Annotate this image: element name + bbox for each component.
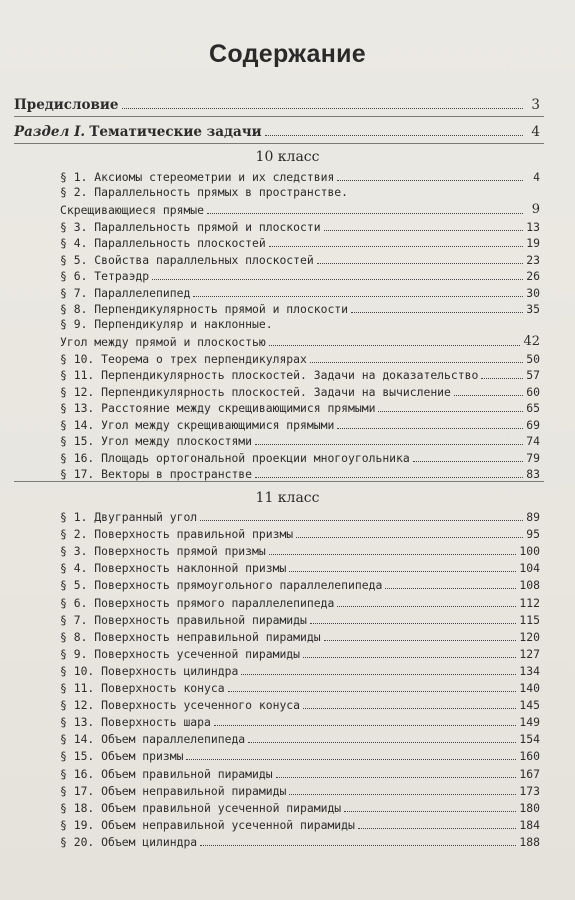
toc-leader-dots bbox=[265, 135, 523, 136]
toc-leader-dots bbox=[310, 623, 517, 624]
toc-entry[interactable] bbox=[60, 250, 540, 268]
toc-entry-text: § 14. Объем параллелепипеда bbox=[60, 732, 246, 747]
toc-leader-dots bbox=[337, 428, 523, 429]
toc-leader-dots bbox=[214, 725, 517, 726]
toc-leader-dots bbox=[269, 554, 517, 555]
toc-entry[interactable] bbox=[60, 382, 540, 400]
toc-entry[interactable] bbox=[60, 695, 540, 713]
toc-entry-text: § 18. Объем правильной усеченной пирамиды bbox=[60, 800, 342, 815]
toc-entry-text: § 8. Поверхность неправильной пирамиды bbox=[60, 629, 321, 644]
toc-leader-dots bbox=[269, 246, 523, 247]
toc-entry-label: Предисловие bbox=[14, 97, 119, 113]
toc-entry-text: § 17. Векторы в пространстве bbox=[60, 467, 253, 481]
toc-entry[interactable] bbox=[60, 627, 540, 645]
toc-entry-page: 145 bbox=[519, 698, 540, 713]
toc-entry-page: 134 bbox=[519, 663, 540, 678]
toc-entry-text: § 19. Объем неправильной усеченной пирамиды bbox=[60, 817, 355, 832]
toc-entry[interactable] bbox=[60, 712, 540, 730]
toc-leader-dots bbox=[337, 606, 516, 607]
toc-entry[interactable] bbox=[60, 365, 540, 383]
toc-entry-text: § 2. Параллельность прямых в пространстве. bbox=[60, 184, 349, 199]
grade-11-heading: 11 класс bbox=[255, 490, 320, 506]
toc-entry-page: 74 bbox=[526, 434, 540, 448]
toc-entry-page: 104 bbox=[519, 561, 540, 576]
toc-leader-dots bbox=[200, 520, 523, 521]
toc-entry-page: 184 bbox=[519, 817, 540, 832]
toc-entry[interactable] bbox=[60, 832, 540, 850]
toc-leader-dots bbox=[122, 108, 523, 109]
toc-entry-text: § 9. Перпендикуляр и наклонные. bbox=[60, 316, 273, 331]
toc-entry-page: 35 bbox=[526, 302, 540, 316]
toc-entry[interactable] bbox=[60, 431, 540, 449]
toc-entry[interactable] bbox=[60, 541, 540, 559]
toc-leader-dots bbox=[324, 230, 523, 231]
toc-entry-page: 30 bbox=[526, 285, 540, 300]
toc-leader-dots bbox=[289, 571, 516, 572]
toc-entry[interactable] bbox=[60, 575, 540, 593]
toc-entry-page: 180 bbox=[519, 800, 540, 815]
toc-entry-text: § 10. Поверхность цилиндра bbox=[60, 663, 239, 678]
toc-entry-page: 69 bbox=[526, 417, 540, 432]
toc-entry-text: § 7. Поверхность правильной пирамиды bbox=[60, 612, 307, 627]
toc-entry-text: § 17. Объем неправильной пирамиды bbox=[60, 783, 287, 798]
toc-entry[interactable] bbox=[60, 781, 540, 799]
toc-entry-text: § 11. Поверхность конуса bbox=[60, 681, 225, 695]
toc-entry[interactable] bbox=[60, 283, 540, 301]
toc-entry-text: § 5. Поверхность прямоугольного параллелепипеда bbox=[60, 578, 383, 593]
toc-leader-dots bbox=[303, 708, 516, 709]
toc-entry-page: 173 bbox=[519, 783, 540, 798]
toc-entry[interactable] bbox=[60, 798, 540, 816]
toc-entry-page: 79 bbox=[526, 450, 540, 465]
toc-entry-page: 154 bbox=[519, 732, 540, 747]
toc-entry-text: § 16. Площадь ортогональной проекции многоугольника bbox=[60, 450, 410, 465]
toc-entry[interactable] bbox=[60, 349, 540, 367]
toc-entry-page: 115 bbox=[519, 612, 540, 627]
toc-entry-text: § 13. Расстояние между скрещивающимися прямыми bbox=[60, 401, 376, 415]
toc-leader-dots bbox=[248, 742, 516, 743]
toc-entry-page: 60 bbox=[526, 384, 540, 399]
toc-entry-page: 19 bbox=[526, 236, 540, 250]
toc-part-text: Тематические задачи bbox=[89, 124, 262, 140]
toc-entry[interactable] bbox=[60, 593, 540, 611]
toc-entry-page: 9 bbox=[531, 202, 540, 217]
toc-entry-page: 57 bbox=[526, 368, 540, 382]
toc-entry[interactable] bbox=[60, 524, 540, 542]
toc-entry-text: § 20. Объем цилиндра bbox=[60, 834, 198, 849]
toc-entry[interactable] bbox=[60, 558, 540, 576]
divider bbox=[14, 143, 544, 144]
toc-leader-dots bbox=[344, 811, 516, 812]
toc-entry[interactable] bbox=[60, 415, 540, 433]
toc-entry-page: 4 bbox=[533, 170, 540, 184]
toc-entry[interactable] bbox=[60, 678, 540, 696]
toc-entry-text: § 1. Двугранный угол bbox=[60, 510, 198, 524]
divider bbox=[14, 116, 544, 117]
toc-leader-dots bbox=[276, 777, 517, 778]
toc-leader-dots bbox=[385, 588, 516, 589]
toc-entry-text: § 4. Поверхность наклонной призмы bbox=[60, 561, 287, 576]
toc-entry[interactable] bbox=[60, 764, 540, 782]
toc-leader-dots bbox=[269, 345, 521, 346]
toc-leader-dots bbox=[255, 477, 523, 478]
toc-leader-dots bbox=[358, 828, 517, 829]
toc-entry-text: § 8. Перпендикулярность прямой и плоскости bbox=[60, 302, 349, 316]
toc-leader-dots bbox=[310, 362, 523, 363]
toc-entry[interactable] bbox=[60, 233, 540, 251]
toc-entry[interactable] bbox=[60, 299, 540, 317]
toc-entry-page: 120 bbox=[519, 629, 540, 644]
toc-entry-page: 108 bbox=[519, 578, 540, 593]
toc-part-heading bbox=[14, 124, 262, 140]
toc-entry[interactable] bbox=[60, 746, 540, 764]
toc-entry-page: 65 bbox=[526, 401, 540, 415]
toc-entry[interactable] bbox=[60, 661, 540, 679]
toc-leader-dots bbox=[481, 378, 523, 379]
toc-entry-text: § 12. Поверхность усеченного конуса bbox=[60, 698, 301, 713]
toc-entry-page: 26 bbox=[526, 269, 540, 283]
toc-leader-dots bbox=[337, 180, 523, 181]
toc-entry[interactable] bbox=[60, 167, 540, 185]
toc-entry-preface[interactable] bbox=[14, 95, 540, 113]
toc-leader-dots bbox=[186, 759, 516, 760]
toc-entry-page: 160 bbox=[519, 749, 540, 764]
toc-entry-page: 50 bbox=[526, 351, 540, 366]
toc-entry-page: 23 bbox=[526, 252, 540, 267]
toc-leader-dots bbox=[200, 845, 516, 846]
toc-entry-text: § 15. Угол между плоскостями bbox=[60, 434, 253, 448]
toc-entry-page: 100 bbox=[519, 544, 540, 559]
toc-leader-dots bbox=[378, 411, 523, 412]
toc-entry-page: 13 bbox=[526, 219, 540, 234]
toc-entry-text: § 15. Объем призмы bbox=[60, 749, 184, 764]
toc-entry[interactable] bbox=[60, 815, 540, 833]
toc-entry-text: § 16. Объем правильной пирамиды bbox=[60, 766, 273, 781]
toc-entry-part-1[interactable] bbox=[14, 122, 540, 140]
toc-entry-continuation: Угол между прямой и плоскостью bbox=[60, 335, 266, 349]
toc-leader-dots bbox=[241, 674, 516, 675]
toc-entry[interactable] bbox=[60, 448, 540, 466]
toc-leader-dots bbox=[303, 657, 516, 658]
toc-leader-dots bbox=[317, 263, 523, 264]
toc-leader-dots bbox=[296, 537, 523, 538]
toc-entry-text: § 5. Свойства параллельных плоскостей bbox=[60, 252, 314, 267]
toc-entry[interactable] bbox=[60, 332, 540, 350]
toc-entry-page: 83 bbox=[526, 467, 540, 481]
toc-leader-dots bbox=[351, 312, 523, 313]
toc-entry-text: § 2. Поверхность правильной призмы bbox=[60, 527, 294, 542]
page-title: Содержание bbox=[208, 40, 367, 68]
toc-entry-page: 4 bbox=[531, 124, 540, 140]
toc-entry-text: § 3. Поверхность прямой призмы bbox=[60, 544, 266, 559]
toc-entry-page: 3 bbox=[531, 97, 540, 113]
toc-leader-dots bbox=[289, 794, 516, 795]
grade-10-heading: 10 класс bbox=[255, 149, 320, 165]
toc-entry-continuation: Скрещивающиеся прямые bbox=[60, 203, 205, 217]
toc-entry[interactable] bbox=[60, 729, 540, 747]
toc-leader-dots bbox=[324, 640, 517, 641]
toc-leader-dots bbox=[152, 279, 523, 280]
toc-leader-dots bbox=[454, 395, 523, 396]
toc-leader-dots bbox=[207, 213, 523, 214]
toc-part-label: Раздел I. bbox=[14, 124, 86, 140]
toc-entry[interactable] bbox=[60, 398, 540, 416]
toc-entry-text: § 3. Параллельность прямой и плоскости bbox=[60, 219, 321, 234]
toc-entry-page: 140 bbox=[519, 681, 540, 695]
toc-entry-text: § 6. Поверхность прямого параллелепипеда bbox=[60, 595, 335, 610]
toc-entry-page: 112 bbox=[519, 595, 540, 610]
toc-entry[interactable] bbox=[60, 610, 540, 628]
toc-entry-text: § 12. Перпендикулярность плоскостей. Задачи на вычисление bbox=[60, 384, 451, 399]
toc-entry[interactable] bbox=[60, 644, 540, 662]
toc-entry-page: 42 bbox=[523, 334, 540, 349]
toc-leader-dots bbox=[228, 691, 517, 692]
toc-entry-text: § 1. Аксиомы стереометрии и их следствия bbox=[60, 170, 335, 184]
divider bbox=[14, 481, 544, 482]
toc-entry-text: § 10. Теорема о трех перпендикулярах bbox=[60, 351, 307, 366]
toc-leader-dots bbox=[255, 444, 523, 445]
toc-leader-dots bbox=[193, 296, 523, 297]
toc-entry[interactable] bbox=[60, 200, 540, 218]
toc-entry[interactable] bbox=[60, 464, 540, 482]
toc-entry-page: 95 bbox=[526, 527, 540, 542]
toc-entry-page: 149 bbox=[519, 715, 540, 730]
toc-entry-page: 167 bbox=[519, 766, 540, 781]
toc-entry-text: § 6. Тетраэдр bbox=[60, 269, 150, 283]
toc-entry-page: 188 bbox=[519, 834, 540, 849]
toc-entry[interactable] bbox=[60, 266, 540, 284]
toc-entry-text: § 9. Поверхность усеченной пирамиды bbox=[60, 646, 301, 661]
toc-leader-dots bbox=[413, 461, 523, 462]
toc-entry-text: § 4. Параллельность плоскостей bbox=[60, 236, 266, 250]
toc-entry-text: § 7. Параллелепипед bbox=[60, 285, 191, 300]
toc-entry-text: § 14. Угол между скрещивающимися прямыми bbox=[60, 417, 335, 432]
toc-entry[interactable] bbox=[60, 507, 540, 525]
toc-entry-text: § 11. Перпендикулярность плоскостей. Задачи на доказательство bbox=[60, 368, 479, 382]
toc-entry[interactable] bbox=[60, 217, 540, 235]
toc-entry-text: § 13. Поверхность шара bbox=[60, 715, 211, 730]
toc-entry-page: 127 bbox=[519, 646, 540, 661]
toc-entry-page: 89 bbox=[526, 510, 540, 524]
